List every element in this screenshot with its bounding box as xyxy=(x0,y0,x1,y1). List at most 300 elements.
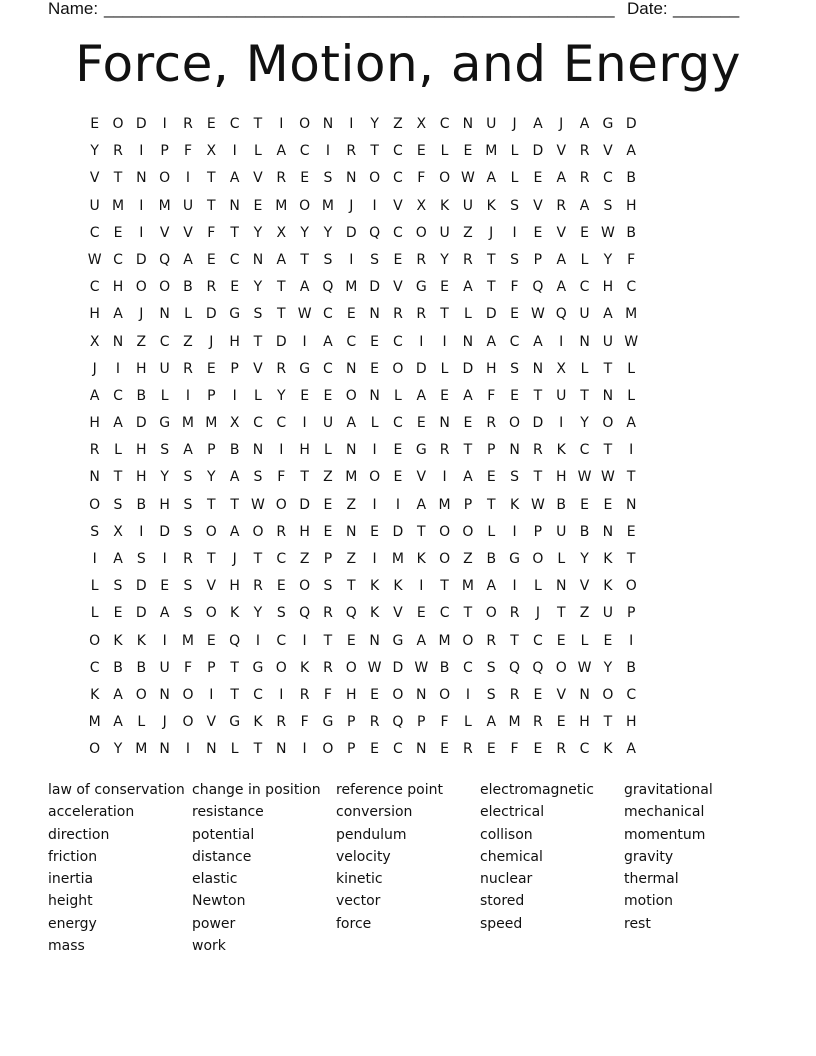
grid-letter[interactable]: E xyxy=(580,496,589,513)
grid-letter[interactable]: A xyxy=(579,116,590,132)
grid-letter[interactable]: A xyxy=(556,251,567,268)
grid-letter[interactable]: S xyxy=(486,686,496,703)
grid-letter[interactable]: P xyxy=(533,523,543,540)
grid-letter[interactable]: L xyxy=(580,251,589,268)
grid-letter[interactable]: N xyxy=(602,523,614,540)
grid-letter[interactable]: O xyxy=(159,279,171,296)
grid-letter[interactable]: O xyxy=(182,686,194,703)
grid-letter[interactable]: U xyxy=(159,659,170,676)
grid-letter[interactable]: V xyxy=(603,143,613,160)
grid-letter[interactable]: R xyxy=(416,306,427,323)
grid-letter[interactable]: B xyxy=(579,523,590,540)
grid-letter[interactable]: K xyxy=(486,197,496,214)
grid-letter[interactable]: I xyxy=(92,551,97,567)
grid-letter[interactable]: T xyxy=(230,659,239,676)
grid-letter[interactable]: L xyxy=(230,741,239,758)
grid-letter[interactable]: W xyxy=(251,496,265,513)
grid-letter[interactable]: S xyxy=(603,197,613,214)
grid-letter[interactable]: R xyxy=(486,632,497,649)
grid-letter[interactable]: C xyxy=(229,251,240,268)
grid-letter[interactable]: C xyxy=(626,279,637,296)
grid-letter[interactable]: T xyxy=(113,469,123,486)
grid-letter[interactable]: I xyxy=(279,442,284,459)
grid-letter[interactable]: D xyxy=(485,306,497,323)
grid-letter[interactable]: Y xyxy=(160,469,169,486)
grid-letter[interactable]: U xyxy=(486,116,497,132)
grid-letter[interactable]: W xyxy=(297,306,312,323)
grid-letter[interactable]: A xyxy=(533,116,543,132)
grid-letter[interactable]: A xyxy=(323,333,333,350)
grid-letter[interactable]: Q xyxy=(369,224,381,241)
grid-letter[interactable]: T xyxy=(300,251,309,268)
grid-letter[interactable]: Y xyxy=(253,605,263,622)
grid-letter[interactable]: A xyxy=(229,523,240,540)
grid-letter[interactable]: S xyxy=(160,442,170,459)
grid-letter[interactable]: J xyxy=(349,197,354,214)
grid-letter[interactable]: I xyxy=(419,333,424,350)
grid-letter[interactable]: P xyxy=(207,659,216,676)
grid-letter[interactable]: A xyxy=(416,632,427,649)
grid-letter[interactable]: E xyxy=(626,523,636,540)
grid-letter[interactable]: V xyxy=(253,360,263,377)
grid-letter[interactable]: Q xyxy=(392,714,404,731)
grid-letter[interactable]: F xyxy=(183,143,192,160)
grid-letter[interactable]: W xyxy=(530,496,545,513)
grid-letter[interactable]: Z xyxy=(136,333,147,350)
grid-letter[interactable]: H xyxy=(625,197,637,214)
grid-letter[interactable]: G xyxy=(229,714,241,731)
grid-letter[interactable]: E xyxy=(416,605,426,622)
grid-letter[interactable]: A xyxy=(416,496,427,513)
grid-letter[interactable]: I xyxy=(559,415,564,432)
grid-letter[interactable]: A xyxy=(346,415,357,432)
grid-letter[interactable]: M xyxy=(345,469,358,486)
grid-letter[interactable]: L xyxy=(533,578,542,595)
grid-letter[interactable]: T xyxy=(440,306,449,323)
grid-letter[interactable]: R xyxy=(463,251,473,268)
grid-letter[interactable]: O xyxy=(112,116,124,132)
grid-letter[interactable]: L xyxy=(394,387,402,404)
grid-letter[interactable]: E xyxy=(416,143,426,160)
grid-letter[interactable]: A xyxy=(556,170,567,187)
grid-letter[interactable]: R xyxy=(393,306,403,323)
grid-letter[interactable]: C xyxy=(229,116,240,132)
grid-letter[interactable]: I xyxy=(162,632,167,649)
grid-letter[interactable]: E xyxy=(603,496,613,513)
grid-letter[interactable]: I xyxy=(162,551,167,567)
grid-letter[interactable]: R xyxy=(463,741,473,758)
grid-letter[interactable]: O xyxy=(462,523,474,540)
grid-letter[interactable]: F xyxy=(277,469,286,486)
grid-letter[interactable]: Y xyxy=(113,741,123,758)
grid-letter[interactable]: Q xyxy=(299,605,311,622)
grid-letter[interactable]: A xyxy=(183,442,193,459)
grid-letter[interactable]: N xyxy=(602,387,614,404)
grid-letter[interactable]: S xyxy=(183,605,193,622)
grid-letter[interactable]: E xyxy=(393,251,403,268)
grid-letter[interactable]: O xyxy=(392,360,404,377)
grid-letter[interactable]: O xyxy=(415,224,427,241)
grid-letter[interactable]: C xyxy=(113,251,123,268)
grid-letter[interactable]: Y xyxy=(300,224,309,241)
grid-letter[interactable]: F xyxy=(417,170,426,187)
grid-letter[interactable]: I xyxy=(512,224,517,241)
grid-letter[interactable]: F xyxy=(323,686,332,703)
grid-letter[interactable]: H xyxy=(136,469,147,486)
grid-letter[interactable]: D xyxy=(275,333,287,350)
grid-letter[interactable]: Z xyxy=(463,224,473,241)
grid-letter[interactable]: L xyxy=(370,415,379,432)
grid-letter[interactable]: O xyxy=(345,387,357,404)
grid-letter[interactable]: N xyxy=(579,333,590,350)
grid-letter[interactable]: G xyxy=(392,632,404,649)
grid-letter[interactable]: A xyxy=(416,387,427,404)
grid-letter[interactable]: A xyxy=(229,469,240,486)
grid-letter[interactable]: X xyxy=(89,333,100,350)
grid-letter[interactable]: Q xyxy=(532,659,544,676)
grid-letter[interactable]: T xyxy=(253,333,263,350)
grid-letter[interactable]: L xyxy=(464,714,472,731)
grid-letter[interactable]: E xyxy=(206,360,216,377)
grid-letter[interactable]: E xyxy=(440,387,450,404)
grid-letter[interactable]: E xyxy=(206,251,216,268)
grid-letter[interactable]: X xyxy=(206,143,217,160)
grid-letter[interactable]: M xyxy=(275,197,288,214)
grid-letter[interactable]: D xyxy=(392,659,404,676)
grid-letter[interactable]: P xyxy=(487,442,496,459)
grid-letter[interactable]: C xyxy=(276,415,287,432)
grid-letter[interactable]: Z xyxy=(393,116,403,132)
grid-letter[interactable]: G xyxy=(299,360,311,377)
grid-letter[interactable]: J xyxy=(92,360,97,377)
grid-letter[interactable]: X xyxy=(556,360,567,377)
grid-letter[interactable]: D xyxy=(345,224,357,241)
grid-letter[interactable]: J xyxy=(512,116,517,132)
grid-letter[interactable]: E xyxy=(253,197,263,214)
grid-letter[interactable]: S xyxy=(113,496,123,513)
grid-letter[interactable]: C xyxy=(276,632,287,649)
grid-letter[interactable]: E xyxy=(370,741,380,758)
grid-letter[interactable]: O xyxy=(275,659,287,676)
grid-letter[interactable]: I xyxy=(139,523,144,540)
grid-letter[interactable]: P xyxy=(323,551,333,567)
grid-letter[interactable]: C xyxy=(602,170,613,187)
grid-letter[interactable]: Z xyxy=(463,551,473,567)
grid-letter[interactable]: L xyxy=(440,360,449,377)
grid-letter[interactable]: E xyxy=(323,387,333,404)
grid-letter[interactable]: C xyxy=(393,333,403,350)
grid-letter[interactable]: M xyxy=(181,632,195,649)
grid-letter[interactable]: J xyxy=(489,224,494,241)
grid-letter[interactable]: O xyxy=(602,415,614,432)
grid-letter[interactable]: T xyxy=(603,360,613,377)
grid-letter[interactable]: E xyxy=(533,686,543,703)
grid-letter[interactable]: E xyxy=(230,279,240,296)
grid-letter[interactable]: N xyxy=(159,306,170,323)
grid-letter[interactable]: A xyxy=(579,197,590,214)
grid-letter[interactable]: Y xyxy=(603,659,613,676)
grid-letter[interactable]: K xyxy=(230,605,240,622)
grid-letter[interactable]: G xyxy=(415,279,427,296)
grid-letter[interactable]: A xyxy=(183,251,193,268)
grid-letter[interactable]: F xyxy=(440,714,449,731)
grid-letter[interactable]: J xyxy=(535,605,540,622)
grid-letter[interactable]: W xyxy=(624,333,639,350)
grid-letter[interactable]: B xyxy=(626,224,637,241)
grid-letter[interactable]: N xyxy=(369,306,380,323)
grid-letter[interactable]: C xyxy=(439,605,450,622)
grid-letter[interactable]: E xyxy=(393,469,403,486)
grid-letter[interactable]: E xyxy=(463,143,473,160)
grid-letter[interactable]: T xyxy=(113,170,123,187)
grid-letter[interactable]: D xyxy=(135,605,147,622)
grid-letter[interactable]: W xyxy=(530,306,545,323)
grid-letter[interactable]: F xyxy=(627,251,636,268)
grid-letter[interactable]: E xyxy=(440,279,450,296)
grid-letter[interactable]: R xyxy=(276,523,287,540)
grid-letter[interactable]: C xyxy=(89,224,100,241)
grid-letter[interactable]: B xyxy=(439,659,450,676)
grid-letter[interactable]: O xyxy=(439,170,451,187)
grid-letter[interactable]: M xyxy=(205,415,218,432)
grid-letter[interactable]: G xyxy=(229,306,241,323)
grid-letter[interactable]: S xyxy=(510,251,520,268)
grid-letter[interactable]: F xyxy=(183,659,192,676)
grid-letter[interactable]: C xyxy=(89,279,100,296)
grid-letter[interactable]: I xyxy=(302,741,307,758)
grid-letter[interactable]: W xyxy=(367,659,382,676)
grid-letter[interactable]: A xyxy=(113,551,123,567)
grid-letter[interactable]: H xyxy=(112,279,124,296)
grid-letter[interactable]: A xyxy=(486,714,497,731)
grid-letter[interactable]: C xyxy=(626,686,637,703)
grid-letter[interactable]: J xyxy=(209,333,214,350)
grid-letter[interactable]: D xyxy=(462,360,474,377)
grid-letter[interactable]: T xyxy=(277,279,286,296)
grid-letter[interactable]: I xyxy=(442,333,447,350)
grid-letter[interactable]: O xyxy=(89,496,101,513)
grid-letter[interactable]: S xyxy=(510,469,520,486)
grid-letter[interactable]: E xyxy=(370,360,380,377)
grid-letter[interactable]: O xyxy=(135,686,147,703)
grid-letter[interactable]: X xyxy=(416,197,427,214)
grid-letter[interactable]: K xyxy=(300,659,310,676)
grid-letter[interactable]: T xyxy=(253,116,263,132)
grid-letter[interactable]: E xyxy=(533,170,543,187)
grid-letter[interactable]: I xyxy=(139,143,144,160)
grid-letter[interactable]: H xyxy=(485,360,497,377)
grid-letter[interactable]: P xyxy=(347,714,356,731)
grid-letter[interactable]: S xyxy=(276,605,286,622)
grid-letter[interactable]: E xyxy=(370,333,380,350)
grid-letter[interactable]: S xyxy=(183,578,193,595)
grid-letter[interactable]: V xyxy=(393,605,403,622)
grid-letter[interactable]: N xyxy=(555,578,567,595)
grid-letter[interactable]: C xyxy=(299,143,310,160)
grid-letter[interactable]: T xyxy=(556,605,566,622)
grid-letter[interactable]: I xyxy=(115,360,121,377)
grid-letter[interactable]: N xyxy=(346,523,357,540)
grid-letter[interactable]: N xyxy=(229,197,240,214)
grid-letter[interactable]: O xyxy=(89,741,101,758)
grid-letter[interactable]: I xyxy=(162,116,167,132)
grid-letter[interactable]: T xyxy=(463,442,473,459)
grid-letter[interactable]: I xyxy=(512,523,517,540)
grid-letter[interactable]: T xyxy=(416,523,426,540)
grid-letter[interactable]: I xyxy=(349,116,354,132)
grid-letter[interactable]: Q xyxy=(322,279,334,296)
grid-letter[interactable]: U xyxy=(159,360,170,377)
grid-letter[interactable]: V xyxy=(579,578,590,595)
grid-letter[interactable]: I xyxy=(185,741,191,758)
grid-letter[interactable]: D xyxy=(159,523,171,540)
grid-letter[interactable]: N xyxy=(462,333,474,350)
grid-letter[interactable]: X xyxy=(113,523,123,540)
grid-letter[interactable]: B xyxy=(136,659,147,676)
grid-letter[interactable]: O xyxy=(602,686,614,703)
grid-letter[interactable]: Y xyxy=(440,251,449,268)
grid-letter[interactable]: O xyxy=(182,714,194,731)
grid-letter[interactable]: B xyxy=(229,442,240,459)
grid-letter[interactable]: S xyxy=(510,197,520,214)
grid-letter[interactable]: C xyxy=(323,306,333,323)
grid-letter[interactable]: T xyxy=(533,469,543,486)
grid-letter[interactable]: K xyxy=(603,578,613,595)
grid-letter[interactable]: M xyxy=(625,306,638,323)
grid-letter[interactable]: I xyxy=(419,578,424,595)
grid-letter[interactable]: T xyxy=(440,578,449,595)
grid-letter[interactable]: C xyxy=(323,360,333,377)
grid-letter[interactable]: B xyxy=(486,551,497,567)
grid-letter[interactable]: R xyxy=(509,686,520,703)
grid-letter[interactable]: K xyxy=(556,442,566,459)
grid-letter[interactable]: Y xyxy=(370,116,379,132)
grid-letter[interactable]: R xyxy=(206,279,217,296)
grid-letter[interactable]: A xyxy=(89,387,100,404)
grid-letter[interactable]: K xyxy=(253,714,263,731)
grid-letter[interactable]: W xyxy=(600,224,615,241)
grid-letter[interactable]: R xyxy=(556,197,567,214)
grid-letter[interactable]: M xyxy=(485,143,498,160)
grid-letter[interactable]: H xyxy=(579,714,590,731)
grid-letter[interactable]: T xyxy=(253,551,263,567)
grid-letter[interactable]: P xyxy=(347,741,356,758)
grid-letter[interactable]: S xyxy=(183,469,193,486)
grid-letter[interactable]: C xyxy=(253,686,263,703)
grid-letter[interactable]: R xyxy=(183,551,193,567)
grid-letter[interactable]: E xyxy=(276,578,286,595)
grid-letter[interactable]: D xyxy=(392,523,404,540)
grid-letter[interactable]: O xyxy=(439,523,451,540)
grid-letter[interactable]: W xyxy=(414,659,429,676)
grid-letter[interactable]: E xyxy=(463,415,473,432)
grid-letter[interactable]: C xyxy=(579,741,590,758)
grid-letter[interactable]: T xyxy=(463,605,473,622)
grid-letter[interactable]: K xyxy=(603,551,613,567)
grid-letter[interactable]: V xyxy=(159,224,170,241)
grid-letter[interactable]: T xyxy=(370,143,379,160)
grid-letter[interactable]: E xyxy=(206,632,216,649)
grid-letter[interactable]: R xyxy=(183,360,193,377)
grid-letter[interactable]: I xyxy=(372,442,377,459)
grid-letter[interactable]: N xyxy=(159,686,170,703)
grid-letter[interactable]: T xyxy=(603,714,613,731)
grid-letter[interactable]: A xyxy=(533,333,543,350)
grid-letter[interactable]: V xyxy=(416,469,427,486)
grid-letter[interactable]: T xyxy=(230,496,239,513)
grid-letter[interactable]: C xyxy=(439,116,450,132)
grid-letter[interactable]: R xyxy=(369,714,380,731)
grid-letter[interactable]: Y xyxy=(90,143,99,160)
grid-letter[interactable]: H xyxy=(159,496,170,513)
grid-letter[interactable]: S xyxy=(370,251,380,268)
grid-letter[interactable]: I xyxy=(512,578,517,595)
grid-letter[interactable]: V xyxy=(533,197,543,214)
grid-letter[interactable]: M xyxy=(158,197,171,214)
grid-letter[interactable]: E xyxy=(440,741,450,758)
grid-letter[interactable]: T xyxy=(486,279,496,296)
grid-letter[interactable]: S xyxy=(183,523,193,540)
grid-letter[interactable]: E xyxy=(160,578,170,595)
grid-letter[interactable]: G xyxy=(602,116,614,132)
grid-letter[interactable]: B xyxy=(136,496,147,513)
grid-letter[interactable]: B xyxy=(626,659,637,676)
grid-letter[interactable]: S xyxy=(253,306,263,323)
grid-letter[interactable]: I xyxy=(279,686,284,703)
grid-letter[interactable]: N xyxy=(416,741,427,758)
grid-letter[interactable]: I xyxy=(302,333,307,350)
grid-letter[interactable]: E xyxy=(370,686,380,703)
grid-letter[interactable]: L xyxy=(137,714,146,731)
grid-letter[interactable]: E xyxy=(510,387,519,404)
grid-letter[interactable]: H xyxy=(229,333,240,350)
grid-letter[interactable]: E xyxy=(533,224,543,241)
grid-letter[interactable]: V xyxy=(556,143,567,160)
grid-letter[interactable]: R xyxy=(323,605,333,622)
grid-letter[interactable]: E xyxy=(113,605,123,622)
grid-letter[interactable]: N xyxy=(509,442,520,459)
grid-letter[interactable]: T xyxy=(207,496,216,513)
grid-letter[interactable]: C xyxy=(393,224,403,241)
grid-letter[interactable]: E xyxy=(206,116,216,132)
grid-letter[interactable]: A xyxy=(113,686,123,703)
grid-letter[interactable]: O xyxy=(299,116,311,132)
grid-letter[interactable]: U xyxy=(556,523,567,540)
grid-letter[interactable]: F xyxy=(487,387,496,404)
grid-letter[interactable]: N xyxy=(252,251,264,268)
grid-letter[interactable]: L xyxy=(90,605,99,622)
grid-letter[interactable]: O xyxy=(392,686,404,703)
grid-letter[interactable]: L xyxy=(324,442,332,459)
grid-letter[interactable]: D xyxy=(299,496,310,513)
grid-letter[interactable]: D xyxy=(135,415,147,432)
grid-letter[interactable]: E xyxy=(533,741,543,758)
grid-letter[interactable]: L xyxy=(580,632,589,649)
grid-letter[interactable]: U xyxy=(462,197,474,214)
grid-letter[interactable]: E xyxy=(510,306,519,323)
grid-letter[interactable]: A xyxy=(229,170,240,187)
grid-letter[interactable]: L xyxy=(487,523,496,540)
grid-letter[interactable]: F xyxy=(207,224,216,241)
grid-letter[interactable]: I xyxy=(629,632,634,649)
grid-letter[interactable]: R xyxy=(579,170,590,187)
grid-letter[interactable]: K xyxy=(509,496,520,513)
grid-letter[interactable]: A xyxy=(463,387,473,404)
grid-letter[interactable]: R xyxy=(416,251,427,268)
grid-letter[interactable]: I xyxy=(139,224,144,241)
grid-letter[interactable]: G xyxy=(509,551,520,567)
grid-letter[interactable]: U xyxy=(602,333,613,350)
